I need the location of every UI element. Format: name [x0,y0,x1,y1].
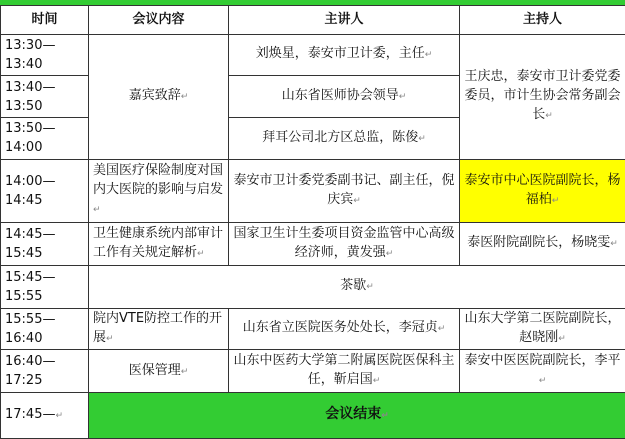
time-end: 13:50 [5,98,43,114]
paragraph-mark: ↵ [551,195,560,206]
speaker-text: 国家卫生计生委项目资金监管中心高级经济师，黄发强 [233,225,455,260]
time-cell [1,308,89,350]
tea-break-text: 茶歇 [340,278,367,294]
time-end: 14:45 [5,192,43,208]
content-text: 卫生健康系统内部审计工作有关规定解析 [93,225,224,260]
time-start: 15:55— [5,311,56,327]
speaker-text: 泰安市卫计委党委副书记、副主任，倪庆宾 [233,172,455,207]
time-cell [1,76,89,118]
host-cell [460,34,625,159]
paragraph-mark: ↵ [180,92,189,103]
paragraph-mark: ↵ [55,411,64,422]
time-cell [1,350,89,393]
paragraph-mark: ↵ [197,248,205,259]
header-host: 主持人 [460,6,625,35]
speaker-cell [229,350,460,393]
time-start: 13:50— [5,121,56,137]
host-cell-highlighted [460,159,625,222]
paragraph-mark: ↵ [381,411,389,422]
meeting-end-cell [89,393,625,439]
content-cell [89,222,229,265]
content-text: 美国医疗保险制度对国内大医院的影响与启发 [93,163,224,198]
host-cell [460,222,625,265]
content-cell [89,159,229,222]
host-cell [460,308,625,350]
time-cell [1,118,89,160]
speaker-cell [229,222,460,265]
time-end: 15:55 [5,288,43,304]
time-end: 14:00 [5,140,43,156]
paragraph-mark: ↵ [558,333,566,344]
time-cell [1,222,89,265]
host-text: 泰安中医医院副院长，李平 [464,353,621,369]
paragraph-mark: ↵ [372,376,381,387]
table-row [1,308,625,350]
paragraph-mark: ↵ [610,239,618,250]
paragraph-mark: ↵ [424,50,433,61]
host-cell [460,350,625,393]
paragraph-mark: ↵ [398,92,407,103]
speaker-cell [229,159,460,222]
table-row [1,393,625,439]
table-row [1,222,625,265]
paragraph-mark: ↵ [385,248,394,259]
table-row [1,265,625,308]
paragraph-mark: ↵ [437,324,446,335]
time-end: 13:40 [5,56,43,72]
time-cell [1,159,89,222]
time-cell [1,265,89,308]
speaker-text: 山东省医师协会领导 [281,88,399,104]
speaker-cell [229,34,460,76]
host-text: 泰安市中心医院副院长，杨福柏 [464,172,621,207]
host-text: 山东大学第二医院副院长，赵晓刚 [464,310,621,345]
time-start: 14:45— [5,226,56,242]
speaker-cell [229,118,460,160]
header-time: 时间 [1,6,89,35]
paragraph-mark: ↵ [93,205,101,216]
content-text: 嘉宾致辞 [128,88,181,104]
header-speaker: 主讲人 [229,6,460,35]
content-text: 院内VTE防控工作的开展 [93,310,223,345]
speaker-text: 山东中医药大学第二附属医院医保科主任，靳启国 [233,353,455,388]
host-text: 王庆忠，泰安市卫计委党委委员，市计生协会常务副会长 [464,69,621,123]
paragraph-mark: ↵ [180,366,189,377]
paragraph-mark: ↵ [366,282,374,293]
speaker-text: 拜耳公司北方区总监，陈俊 [262,129,419,145]
schedule-table [0,5,625,439]
time-start: 14:00— [5,173,56,189]
paragraph-mark: ↵ [545,111,553,122]
paragraph-mark: ↵ [538,376,547,387]
speaker-cell [229,308,460,350]
time-end: 16:40 [5,330,43,346]
tea-break-cell [89,265,625,308]
header-content: 会议内容 [89,6,229,35]
time-cell [1,34,89,76]
content-text: 医保管理 [128,362,181,378]
paragraph-mark: ↵ [418,133,426,144]
time-start: 16:40— [5,354,56,370]
time-start: 13:40— [5,79,56,95]
table-row [1,34,625,76]
time-start: 13:30— [5,37,56,53]
paragraph-mark: ↵ [353,195,361,206]
time-start: 15:45— [5,269,56,285]
content-cell [89,350,229,393]
speaker-text: 刘焕星，泰安市卫计委，主任 [255,46,425,62]
paragraph-mark: ↵ [106,333,114,344]
time-start: 17:45— [5,407,56,423]
content-cell [89,34,229,159]
content-cell [89,308,229,350]
speaker-cell [229,76,460,118]
header-row [1,6,625,35]
table-row [1,350,625,393]
meeting-end-text: 会议结束 [325,406,382,423]
time-end: 15:45 [5,245,43,261]
table-row [1,159,625,222]
speaker-text: 山东省立医院医务处处长，李冠贞 [242,320,438,336]
host-text: 泰医附院副院长，杨晓雯 [467,235,611,251]
time-end: 17:25 [5,373,43,389]
time-cell [1,393,89,439]
